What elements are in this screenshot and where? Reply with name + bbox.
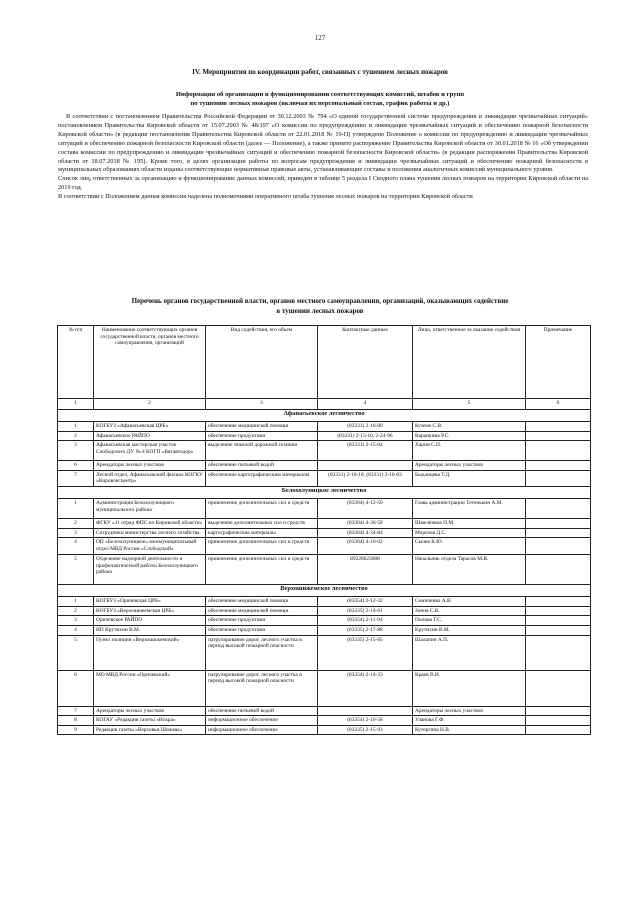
- table-header-row: [58, 326, 591, 399]
- header-aid-type: Вид содействия, его объем: [206, 326, 318, 399]
- header-organization: Наименование соответствующих органов государственной власти, органов местного самоуправления, организаций: [94, 326, 206, 399]
- cell-responsible-person: Кутергина Н.В.: [413, 725, 526, 735]
- cell-organization: Сотрудники министерства лесного хозяйства: [94, 528, 206, 538]
- cell-responsible-person: Шалапин А.П.: [413, 635, 526, 670]
- cell-contacts: (83331) 2-15-10, 2-24-96: [318, 431, 413, 441]
- cell-organization: Отделение надзорной деятельности и профилактической работы Белохолуницкого района: [94, 555, 206, 585]
- table-row: [58, 725, 591, 735]
- cell-aid-type: привлечение дополнительных сил и средств: [206, 538, 318, 555]
- cell-organization: Оричевское РАЙПО: [94, 616, 206, 626]
- column-number: 4: [318, 399, 413, 410]
- cell-responsible-person: Глава администрации Тетенькин А.М.: [413, 498, 526, 518]
- page-number: 127: [314, 34, 326, 42]
- cell-organization: ИП Крутихин В.М.: [94, 625, 206, 635]
- cell-note: [526, 518, 591, 528]
- cell-responsible-person: Шмелёнков П.М.: [413, 518, 526, 528]
- cell-note: [526, 725, 591, 735]
- table-row: [58, 670, 591, 706]
- cell-organization: ОП «Белохолуницкое» межмуниципальный отдел МВД России «Слободской»: [94, 538, 206, 555]
- body-text: [58, 113, 588, 202]
- table-row: [58, 555, 591, 585]
- info-title-line-2: по тушению лесных пожаров (включая их персональный состав, график работы и др.): [190, 100, 450, 107]
- cell-aid-type: привлечение дополнительных сил и средств: [206, 555, 318, 585]
- cell-organization: ФГКУ «11 отряд ФПС по Кировской области»: [94, 518, 206, 528]
- cell-responsible-person: Зонов С.В.: [413, 606, 526, 616]
- cell-number: 5: [58, 635, 94, 670]
- cell-contacts: (83354) 2-12-32: [318, 597, 413, 607]
- header-number: № п/п: [58, 326, 94, 399]
- aid-organizations-table: [57, 325, 591, 735]
- cell-number: 1: [58, 597, 94, 607]
- table-row: [58, 422, 591, 432]
- table-row: [58, 538, 591, 555]
- table-row: [58, 441, 591, 461]
- cell-responsible-person: Уланова Г.Ф.: [413, 716, 526, 726]
- cell-aid-type: обеспечение медицинской помощи: [206, 422, 318, 432]
- table-row: [58, 606, 591, 616]
- cell-contacts: [318, 706, 413, 716]
- table-row: [58, 518, 591, 528]
- cell-contacts: [318, 461, 413, 471]
- table-row: [58, 498, 591, 518]
- table-body: [58, 410, 591, 735]
- cell-aid-type: патрулирование дорог, лесного участка в период высокой пожарной опасности: [206, 670, 318, 706]
- header-contacts: Контактные данные: [318, 326, 413, 399]
- cell-organization: КОГБУЗ «Оричевская ЦРБ»: [94, 597, 206, 607]
- cell-aid-type: информационное обеспечение: [206, 716, 318, 726]
- cell-note: [526, 625, 591, 635]
- cell-note: [526, 606, 591, 616]
- cell-number: 6: [58, 461, 94, 471]
- cell-contacts: (83364) 4-12-50: [318, 498, 413, 518]
- cell-note: [526, 555, 591, 585]
- cell-contacts: (83354) 2-11-94: [318, 616, 413, 626]
- cell-contacts: (83335) 2-14-61: [318, 606, 413, 616]
- cell-aid-type: обеспечение продуктами: [206, 431, 318, 441]
- cell-number: 3: [58, 616, 94, 626]
- cell-aid-type: обеспечение продуктами: [206, 616, 318, 626]
- district-row: [58, 486, 591, 498]
- cell-note: [526, 635, 591, 670]
- paragraph: Список лиц, ответственных за организацию и функционирование данных комиссий, приведен в таблице 5 раздела I Сводного плана тушения лесных пожаров на территории Кировской области на 2019 год.: [58, 175, 588, 192]
- cell-number: 8: [58, 716, 94, 726]
- cell-aid-type: обеспечение питьевой водой: [206, 706, 318, 716]
- cell-note: [526, 706, 591, 716]
- cell-contacts: (83354) 2-10-58: [318, 716, 413, 726]
- table-row: [58, 716, 591, 726]
- cell-number: 1: [58, 422, 94, 432]
- cell-contacts: (83331) 2-16-18, (83331) 2-16-03: [318, 470, 413, 486]
- cell-responsible-person: Варанкина Р.С.: [413, 431, 526, 441]
- cell-number: 3: [58, 441, 94, 461]
- cell-aid-type: обеспечение медицинской помощи: [206, 597, 318, 607]
- table-row: [58, 616, 591, 626]
- cell-aid-type: картографические материалы: [206, 528, 318, 538]
- cell-organization: КОГБУЗ «Верхошижемская ЦРБ»: [94, 606, 206, 616]
- list-title: [60, 296, 580, 316]
- info-title-line-1: Информация об организации и функционировании соответствующих комиссий, штабов и групп: [175, 91, 465, 98]
- header-responsible-person: Лицо, ответственное за оказание содействия: [413, 326, 526, 399]
- cell-number: 3: [58, 528, 94, 538]
- cell-contacts: (83354) 2-14-33: [318, 670, 413, 706]
- cell-organization: Арендаторы лесных участков: [94, 461, 206, 471]
- cell-contacts: (83331) 2-16-80: [318, 422, 413, 432]
- cell-aid-type: информационное обеспечение: [206, 725, 318, 735]
- cell-organization: Редакция газеты «Верховья Шижмы»: [94, 725, 206, 735]
- cell-aid-type: обеспечение медицинской помощи: [206, 606, 318, 616]
- cell-responsible-person: Арендаторы лесных участков: [413, 461, 526, 471]
- district-row: [58, 410, 591, 422]
- cell-note: [526, 461, 591, 471]
- paragraph: В соответствии с Положением данная комиссия наделена полномочиями оперативного штаба тушения лесных пожаров на территории Кировской области: [58, 193, 473, 201]
- district-name: Верхошижемское лесничество: [58, 585, 591, 597]
- cell-contacts: (83364) 4-10-02: [318, 538, 413, 555]
- cell-responsible-person: Крутихин В.М.: [413, 625, 526, 635]
- cell-responsible-person: Харин С.П.: [413, 441, 526, 461]
- info-title: [60, 90, 580, 108]
- cell-note: [526, 716, 591, 726]
- cell-note: [526, 597, 591, 607]
- column-number: 6: [526, 399, 591, 410]
- cell-organization: КОГАУ «Редакция газеты «Искра»: [94, 716, 206, 726]
- cell-organization: Афанасьевская мастерская участок Слободского ДУ № 4 КОГП «Вятавтодор»: [94, 441, 206, 461]
- cell-number: 2: [58, 518, 94, 528]
- cell-note: [526, 422, 591, 432]
- cell-organization: Пункт полиции «Верхошижемский»: [94, 635, 206, 670]
- cell-contacts: 89226623088: [318, 555, 413, 585]
- cell-aid-type: обеспечение продуктами: [206, 625, 318, 635]
- cell-aid-type: патрулирование дорог, лесного участка в период высокой пожарной опасности: [206, 635, 318, 670]
- district-name: Белохолуницкое лесничество: [58, 486, 591, 498]
- cell-note: [526, 670, 591, 706]
- cell-aid-type: выделение тяжелой дорожной техники: [206, 441, 318, 461]
- cell-note: [526, 538, 591, 555]
- cell-aid-type: обеспечение питьевой водой: [206, 461, 318, 471]
- cell-number: 4: [58, 625, 94, 635]
- cell-responsible-person: Попова Г.С.: [413, 616, 526, 626]
- header-note: Примечание: [526, 326, 591, 399]
- cell-note: [526, 431, 591, 441]
- district-row: [58, 585, 591, 597]
- cell-note: [526, 498, 591, 518]
- cell-organization: Лесной отдел, Афанасьевский филиал КОГКУ «Кировлесцентр»: [94, 470, 206, 486]
- section-title: IV. Мероприятия по координации работ, связанных с тушением лесных пожаров: [192, 68, 448, 76]
- cell-aid-type: выделение дополнительных сил и средств: [206, 518, 318, 528]
- cell-responsible-person: Арендаторы лесных участков: [413, 706, 526, 716]
- cell-number: 5: [58, 555, 94, 585]
- table-row: [58, 635, 591, 670]
- list-title-line-1: Перечень органов государственной власти, органов местного самоуправления, организаций, оказывающих содействие: [131, 297, 509, 305]
- cell-contacts: (83364) 4-34-84: [318, 528, 413, 538]
- cell-number: 7: [58, 470, 94, 486]
- cell-number: 4: [58, 538, 94, 555]
- cell-responsible-person: Морозов Д.С.: [413, 528, 526, 538]
- column-number: 3: [206, 399, 318, 410]
- table-row: [58, 528, 591, 538]
- cell-number: 7: [58, 706, 94, 716]
- table-row: [58, 625, 591, 635]
- column-number: 5: [413, 399, 526, 410]
- table-row: [58, 431, 591, 441]
- cell-note: [526, 441, 591, 461]
- cell-organization: МО МВД России «Оричевский»: [94, 670, 206, 706]
- paragraph: В соответствии с постановлением Правительства Российской Федерации от 30.12.2003 № 794 «О единой государственной системе предупреждения и ликвидации чрезвычайных ситуаций» постановлением Правительства Кировской области от 15.07.2003 № 48/197 «О комиссии по предупреждению и ликвидации чрезвычайных ситуаций и обеспечению пожарной безопасности Кировской области» (в редакции постановления Правительства Кировской области от 22.01.2018 № 19-П) утверждено Положение о комиссии по предупреждению и ликвидации чрезвычайных ситуаций и обеспечению пожарной безопасности Кировской области (далее — Положение), а также принято распоряжение Правительства Кировской области от 30.01.2018 № 16 «Об утверждении состава комиссии по предупреждению и ликвидации чрезвычайных ситуаций и обеспечению пожарной безопасности Кировской области» (в редакции распоряжения Правительства Кировской области от 18.07.2018 № 195). Кроме того, в целях организации работы по вопросам предупреждения и ликвидации чрезвычайных ситуаций и обеспечению пожарной безопасности в муниципальных образованиях области изданы соответствующие нормативные правовые акты, устанавливающие составы и положения аналогичных комиссий муниципального уровня.: [58, 113, 588, 174]
- cell-contacts: (83331) 2-15-04: [318, 441, 413, 461]
- cell-number: 9: [58, 725, 94, 735]
- cell-note: [526, 528, 591, 538]
- cell-responsible-person: Семиченко А.В.: [413, 597, 526, 607]
- cell-responsible-person: Куземе С.В.: [413, 422, 526, 432]
- table-row: [58, 470, 591, 486]
- column-number: 2: [94, 399, 206, 410]
- cell-responsible-person: Начальник отдела Тарасов М.В.: [413, 555, 526, 585]
- cell-contacts: (83335) 2-15-85: [318, 635, 413, 670]
- cell-organization: КОГБУЗ «Афанасьевская ЦРБ»: [94, 422, 206, 432]
- district-name: Афанасьевское лесничество: [58, 410, 591, 422]
- cell-responsible-person: Сычев К.Ю.: [413, 538, 526, 555]
- cell-number: 1: [58, 498, 94, 518]
- cell-responsible-person: Краев В.И.: [413, 670, 526, 706]
- table-row: [58, 597, 591, 607]
- cell-number: 2: [58, 606, 94, 616]
- cell-contacts: (83364) 4-36-58: [318, 518, 413, 528]
- cell-contacts: (83335) 2-17-88: [318, 625, 413, 635]
- cell-contacts: (83335) 2-15-93: [318, 725, 413, 735]
- cell-organization: Администрация Белохолуницкого муниципального района: [94, 498, 206, 518]
- cell-number: 2: [58, 431, 94, 441]
- cell-aid-type: привлечение дополнительных сил и средств: [206, 498, 318, 518]
- column-numbers-row: [58, 399, 591, 410]
- cell-organization: Афанасьевское РАЙПО: [94, 431, 206, 441]
- table-row: [58, 706, 591, 716]
- cell-note: [526, 616, 591, 626]
- table-row: [58, 461, 591, 471]
- column-number: 1: [58, 399, 94, 410]
- cell-aid-type: обеспечение картографическим материалом: [206, 470, 318, 486]
- cell-organization: Арендаторы лесных участков: [94, 706, 206, 716]
- list-title-line-2: в тушении лесных пожаров: [276, 307, 364, 315]
- cell-note: [526, 470, 591, 486]
- cell-number: 6: [58, 670, 94, 706]
- cell-responsible-person: Быданцева Т.Д.: [413, 470, 526, 486]
